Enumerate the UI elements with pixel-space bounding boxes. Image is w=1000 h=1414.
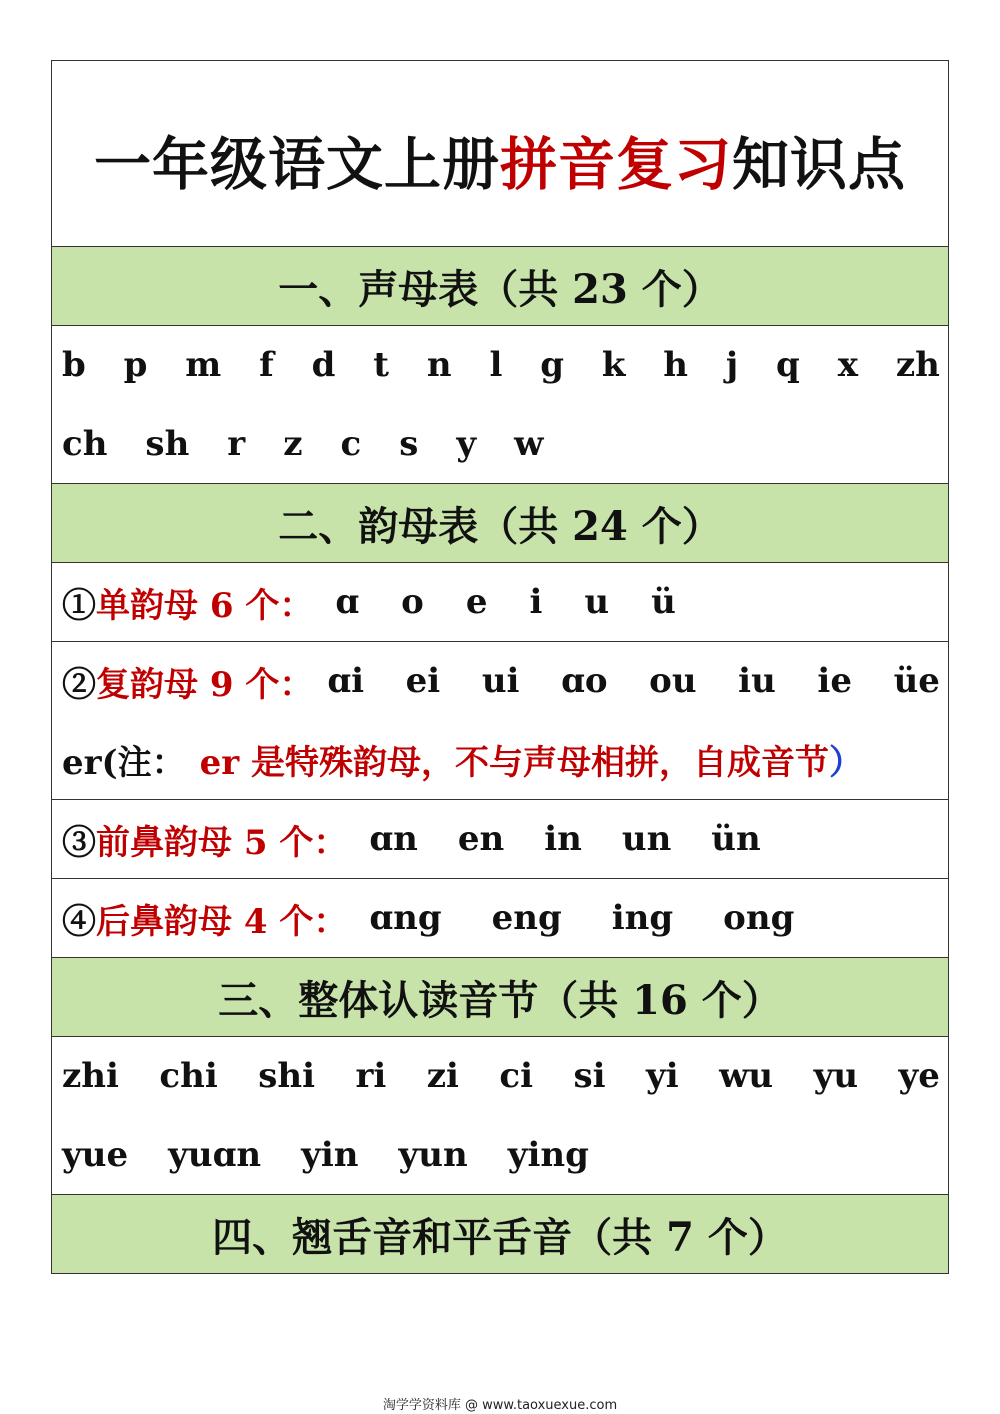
initial-letter: m bbox=[185, 345, 222, 385]
initial-letter: h bbox=[663, 345, 689, 385]
initial-letter: f bbox=[259, 345, 274, 385]
initial-letter: d bbox=[311, 345, 336, 385]
syllable-item: si bbox=[573, 1056, 606, 1096]
final-item: ɑi bbox=[327, 661, 365, 701]
single-finals-label-text: 单韵母 6 个： bbox=[96, 585, 314, 626]
final-item: ei bbox=[405, 661, 441, 701]
initial-letter: sh bbox=[145, 423, 190, 464]
whole-syllables-row-1 bbox=[52, 1036, 948, 1115]
initial-letter: p bbox=[123, 345, 148, 385]
final-item: en bbox=[457, 819, 505, 859]
title-row bbox=[52, 61, 948, 246]
syllable-item: ri bbox=[355, 1056, 387, 1096]
initial-letter: w bbox=[514, 423, 544, 464]
compound-finals-row bbox=[52, 641, 948, 720]
back-nasal-label-text: 后鼻韵母 4 个： bbox=[96, 901, 348, 942]
title-part-1: 一年级语文上册 bbox=[94, 130, 500, 198]
final-item: i bbox=[529, 582, 543, 622]
final-item: ɑ bbox=[335, 582, 360, 622]
single-finals-number: ① bbox=[62, 585, 96, 626]
syllable-item: ye bbox=[898, 1056, 940, 1096]
whole-syllables-row-2 bbox=[52, 1115, 948, 1194]
section-heading-retroflex: 四、翘舌音和平舌音（共 7 个） bbox=[52, 1194, 948, 1273]
initial-letter: y bbox=[456, 423, 477, 464]
syllable-item: yue bbox=[62, 1134, 129, 1175]
initials-row-2 bbox=[52, 404, 948, 483]
syllable-item: shi bbox=[258, 1056, 315, 1096]
final-item: ün bbox=[711, 819, 761, 859]
initial-letter: t bbox=[373, 345, 389, 385]
front-nasal-number: ③ bbox=[62, 822, 96, 863]
syllable-item: ci bbox=[499, 1056, 534, 1096]
initial-letter: c bbox=[340, 423, 362, 464]
syllable-item: yun bbox=[398, 1134, 468, 1175]
page-title bbox=[94, 119, 906, 201]
final-item: ou bbox=[649, 661, 697, 701]
section-heading-finals: 二、韵母表（共 24 个） bbox=[52, 483, 948, 562]
section-heading-whole-syllables: 三、整体认读音节（共 16 个） bbox=[52, 957, 948, 1036]
final-item: un bbox=[621, 819, 672, 859]
initial-letter: k bbox=[601, 345, 626, 385]
compound-finals-label bbox=[62, 657, 313, 706]
final-item: ie bbox=[817, 661, 852, 701]
syllable-item: zhi bbox=[62, 1056, 119, 1096]
compound-finals-label-text: 复韵母 9 个： bbox=[96, 664, 314, 705]
initial-letter: zh bbox=[895, 345, 940, 385]
initial-letter: q bbox=[776, 345, 800, 385]
whole-syllables-list-1 bbox=[62, 1056, 948, 1096]
front-nasal-label bbox=[62, 815, 347, 864]
front-nasal-row bbox=[52, 799, 948, 878]
syllable-item: zi bbox=[426, 1056, 459, 1096]
final-item: u bbox=[584, 582, 610, 622]
front-nasal-label-text: 前鼻韵母 5 个： bbox=[96, 822, 348, 863]
initial-letter: n bbox=[426, 345, 452, 385]
final-item: ui bbox=[481, 661, 520, 701]
back-nasal-label bbox=[62, 894, 347, 943]
back-nasal-row bbox=[52, 878, 948, 957]
er-note-row bbox=[52, 720, 948, 799]
final-item: ɑng bbox=[369, 898, 442, 938]
final-item: iu bbox=[738, 661, 776, 701]
syllable-item: wu bbox=[719, 1056, 774, 1096]
initial-letter: ch bbox=[62, 423, 108, 464]
er-note-suffix: ） bbox=[829, 743, 864, 783]
syllable-item: yuɑn bbox=[168, 1134, 262, 1175]
single-finals-list bbox=[335, 582, 718, 622]
final-item: ü bbox=[651, 582, 676, 622]
final-item: üe bbox=[893, 661, 940, 701]
final-item: ong bbox=[723, 898, 795, 938]
syllable-item: ying bbox=[507, 1134, 589, 1175]
er-note-text: er 是特殊韵母，不与声母相拼，自成音节 bbox=[199, 743, 830, 783]
final-item: in bbox=[544, 819, 582, 859]
er-note-prefix: er(注： bbox=[62, 743, 186, 783]
syllable-item: yi bbox=[646, 1056, 679, 1096]
whole-syllables-list-2 bbox=[62, 1135, 948, 1175]
section-heading-initials: 一、声母表（共 23 个） bbox=[52, 246, 948, 325]
final-item: o bbox=[401, 582, 424, 622]
worksheet bbox=[51, 60, 949, 1274]
footer-source: 淘学学资料库 @ www.taoxuexue.com bbox=[382, 1398, 618, 1413]
initial-letter: b bbox=[62, 345, 86, 385]
initial-letter: r bbox=[227, 423, 246, 464]
single-finals-label bbox=[62, 578, 313, 627]
title-part-3: 知识点 bbox=[732, 130, 906, 198]
initial-letter: z bbox=[283, 423, 303, 464]
final-item: e bbox=[465, 582, 488, 622]
back-nasal-number: ④ bbox=[62, 901, 96, 942]
initials-row-1 bbox=[52, 325, 948, 404]
syllable-item: yu bbox=[813, 1056, 859, 1096]
initial-letter: x bbox=[837, 345, 858, 385]
initial-letter: l bbox=[489, 345, 503, 385]
front-nasal-list bbox=[369, 819, 800, 859]
initials-list-2 bbox=[62, 424, 948, 464]
syllable-item: chi bbox=[159, 1056, 218, 1096]
compound-finals-number: ② bbox=[62, 664, 96, 705]
single-finals-row bbox=[52, 562, 948, 641]
final-item: ing bbox=[611, 898, 674, 938]
initial-letter: j bbox=[725, 345, 739, 385]
initials-list-1 bbox=[62, 345, 948, 385]
initial-letter: s bbox=[399, 423, 419, 464]
title-part-2: 拼音复习 bbox=[500, 130, 732, 198]
initial-letter: g bbox=[540, 345, 564, 385]
final-item: eng bbox=[491, 898, 562, 938]
syllable-item: yin bbox=[301, 1134, 359, 1175]
final-item: ɑo bbox=[561, 661, 608, 701]
final-item: ɑn bbox=[369, 819, 418, 859]
compound-finals-list bbox=[327, 661, 948, 701]
back-nasal-list bbox=[369, 898, 844, 938]
